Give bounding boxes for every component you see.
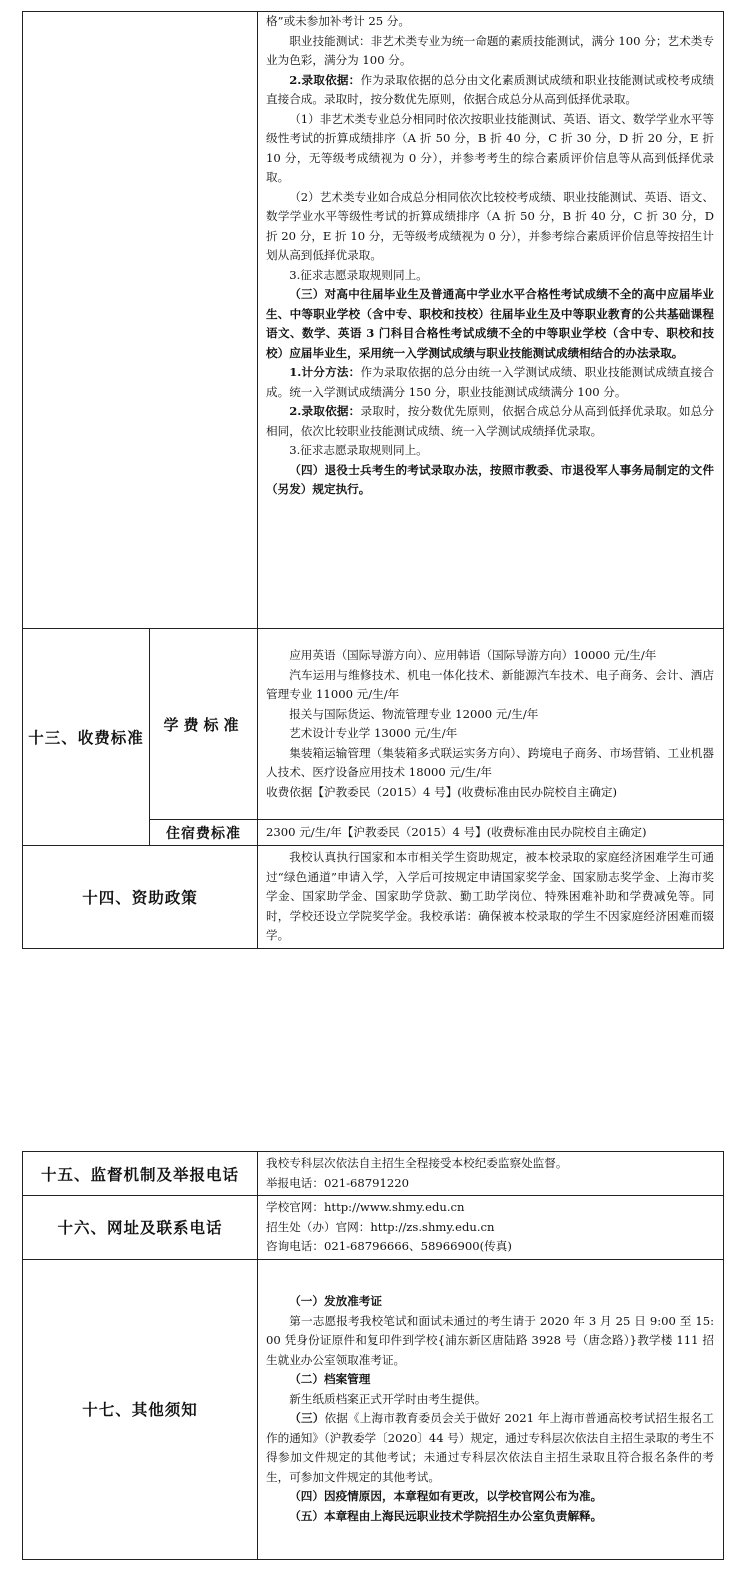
tuition-basis: 收费依据【沪教委民（2015）4 号】(收费标准由民办院校自主确定) — [266, 784, 618, 799]
paragraph: 我校认真执行国家和本市相关学生资助规定，被本校录取的家庭经济困难学生可通过“绿色通道”申请入学，入学后可按规定申请国家奖学金、国家励志奖学金、上海市奖学金、国家助学金、国家助学贷款、勤工助学岗位、特殊困难补助和学费减免等。同时，学校还设立学院奖学金。我校承诺：确保被本校录取的学生不因家庭经济困难而辍学。 — [266, 850, 714, 942]
bold-paragraph: （四）退役士兵考生的考试录取办法，按照市教委、市退役军人事务局制定的文件（另发）规定执行。 — [266, 462, 714, 496]
paragraph — [266, 363, 714, 402]
section-17-row — [23, 1259, 724, 1559]
tuition-content — [258, 629, 724, 820]
section-13-tuition-row — [23, 629, 724, 820]
admission-table-lower — [22, 1151, 724, 1560]
text: 依据《上海市教育委员会关于做好 2021 年上海市普通高校考试招生报名工作的通知》（沪教委学〔2020〕44 号）规定，通过专科层次依法自主招生录取的考生不得参加文件规定的其他考试；未通过专科层次依法自主招生录取且符合报名条件的考生，可参加文件规定的其他考试。 — [266, 1411, 714, 1484]
tuition-label: 学费标准 — [150, 629, 258, 820]
section-12-content — [258, 12, 724, 629]
section-17-content — [258, 1259, 724, 1559]
paragraph — [266, 71, 714, 110]
section-16-row — [23, 1196, 724, 1260]
report-phone: 举报电话：021-68791220 — [266, 1175, 410, 1190]
dorm-content — [258, 820, 724, 846]
section-12-continuation-row — [23, 12, 724, 629]
paragraph: 第一志愿报考我校笔试和面试未通过的考生请于 2020 年 3 月 25 日 9:00 至 15:00 凭身份证原件和复印件到学校{浦东新区唐陆路 3928 号（唐念路）}教学楼 111 招生就业办公室领取准考证。 — [266, 1313, 714, 1367]
tuition-item: 艺术设计专业学 13000 元/生/年 — [289, 726, 458, 740]
paragraph: 格”或未参加补考计 25 分。 — [266, 14, 410, 28]
paragraph: 3.征求志愿录取规则同上。 — [289, 267, 428, 282]
line: 我校专科层次依法自主招生全程接受本校纪委监察处监督。 — [266, 1156, 568, 1170]
section-17-label: 十七、其他须知 — [23, 1259, 258, 1559]
section-14-content — [258, 846, 724, 949]
bold-heading: （二）档案管理 — [289, 1372, 371, 1386]
text: 作为录取依据的总分由统一入学测试成绩、职业技能测试成绩直接合成。统一入学测试成绩满分 150 分，职业技能测试成绩满分 100 分。 — [266, 365, 714, 399]
paragraph: 新生纸质档案正式开学时由考生提供。 — [289, 1391, 487, 1406]
school-website: 学校官网：http://www.shmy.edu.cn — [266, 1200, 465, 1214]
paragraph: 职业技能测试：非艺术类专业为统一命题的素质技能测试，满分 100 分；艺术类专业为色彩，满分为 100 分。 — [266, 33, 714, 67]
paragraph: 3.征求志愿录取规则同上。 — [289, 443, 428, 457]
bold-heading: 1.计分方法： — [289, 365, 361, 379]
bold-paragraph: （三）对高中往届毕业生及普通高中学业水平合格性考试成绩不全的高中应届毕业生、中等职业学校（含中专、职校和技校）往届毕业生及中等职业教育的公共基础课程语文、数学、英语 3 门科目合格性考试成绩不全的中等职业学校（含中专、职校和技校）应届毕业生，采用统一入学测试成绩与职业技能测试成绩相结合的办法录取。 — [266, 287, 714, 360]
admission-table-upper — [22, 11, 724, 949]
section-13-label: 十三、收费标准 — [23, 629, 150, 846]
paragraph — [266, 1409, 714, 1487]
paragraph: （2）艺术类专业如合成总分相同依次比较校考成绩、职业技能测试、英语、语文、数学学业水平等级性考试的折算成绩排序（A 折 50 分，B 折 40 分，C 折 30 分，D 折 20 分，E 折 10 分，无等级考成绩视为 0 分），并参考综合素质评价信息等按招生计划从高到低择优录取。 — [266, 189, 714, 262]
tuition-item: 集装箱运输管理（集装箱多式联运实务方向）、跨境电子商务、市场营销、工业机器人技术、医疗设备应用技术 18000 元/生/年 — [266, 745, 714, 779]
bold-heading: 2.录取依据： — [289, 72, 361, 87]
paragraph — [266, 402, 714, 441]
section-14-label: 十四、资助政策 — [23, 846, 258, 949]
bold-heading: （一）发放准考证 — [289, 1294, 382, 1308]
dorm-text: 2300 元/生/年【沪教委民（2015）4 号】(收费标准由民办院校自主确定) — [266, 824, 647, 839]
tuition-item: 应用英语（国际导游方向）、应用韩语（国际导游方向）10000 元/生/年 — [289, 648, 657, 662]
tuition-item: 汽车运用与维修技术、机电一体化技术、新能源汽车技术、电子商务、会计、酒店管理专业 11000 元/生/年 — [266, 667, 714, 701]
section-14-row — [23, 846, 724, 949]
section-15-label: 十五、监督机制及举报电话 — [23, 1152, 258, 1196]
text: 作为录取依据的总分由文化素质测试成绩和职业技能测试或校考成绩直接合成。录取时，按分数优先原则，依据合成总分从高到低择优录取。 — [266, 72, 714, 106]
bold-heading: （三） — [289, 1411, 325, 1425]
paragraph: （1）非艺术类专业总分相同时依次按职业技能测试、英语、语文、数学学业水平等级性考试的折算成绩排序（A 折 50 分，B 折 40 分，C 折 30 分，D 折 20 分，E 折 10 分，无等级考成绩视为 0 分），并参考考生的综合素质评价信息等从高到低择优录取。 — [266, 111, 714, 184]
consult-phone: 咨询电话：021-68796666、58966900(传真) — [266, 1239, 512, 1253]
tuition-item: 报关与国际货运、物流管理专业 12000 元/生/年 — [289, 706, 539, 721]
section-12-label-cell — [23, 12, 258, 629]
admissions-website: 招生处（办）官网：http://zs.shmy.edu.cn — [266, 1219, 495, 1234]
section-16-content — [258, 1196, 724, 1260]
section-16-label: 十六、网址及联系电话 — [23, 1196, 258, 1260]
bold-heading: 2.录取依据： — [289, 404, 361, 418]
dorm-label: 住宿费标准 — [150, 820, 258, 846]
bold-heading: （五）本章程由上海民远职业技术学院招生办公室负责解释。 — [289, 1508, 603, 1523]
section-15-row — [23, 1152, 724, 1196]
section-15-content — [258, 1152, 724, 1196]
text: 录取时，按分数优先原则，依据合成总分从高到低择优录取。如总分相同，依次比较职业技能测试成绩、统一入学测试成绩择优录取。 — [266, 404, 714, 438]
bold-heading: （四）因疫情原因，本章程如有更改，以学校官网公布为准。 — [289, 1489, 603, 1503]
